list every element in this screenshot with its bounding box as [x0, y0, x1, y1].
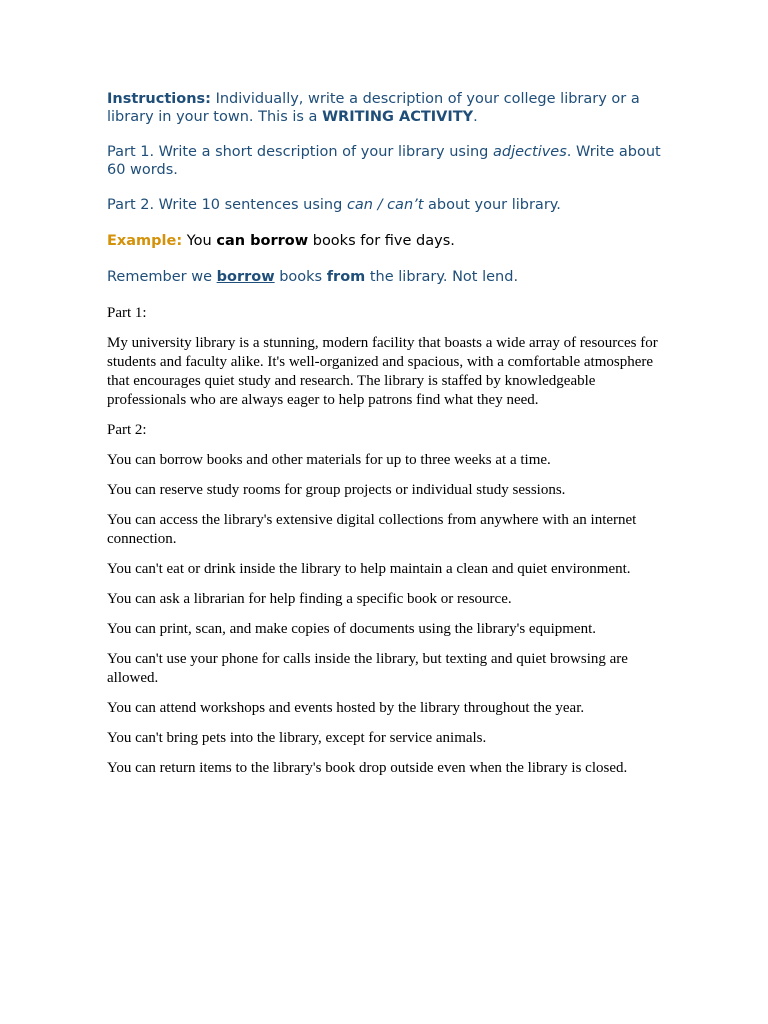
borrow-underlined: borrow: [216, 269, 275, 285]
sentence: You can ask a librarian for help finding a specific book or resource.: [107, 591, 512, 607]
sentence: You can reserve study rooms for group projects or individual study sessions.: [107, 482, 566, 498]
part2-instruction: [107, 196, 667, 214]
remember-paragraph: [107, 268, 667, 286]
instructions-end: .: [473, 109, 478, 125]
sentence: You can print, scan, and make copies of documents using the library's equipment.: [107, 621, 596, 637]
part1-instruction-end: . Write about 60 words.: [107, 144, 661, 178]
sentence: You can't eat or drink inside the library to help maintain a clean and quiet environment.: [107, 561, 631, 577]
remember-end: the library. Not lend.: [365, 269, 519, 285]
writing-activity-emphasis: WRITING ACTIVITY: [322, 109, 474, 125]
example-end: books for five days.: [308, 233, 455, 249]
remember-middle: books: [274, 269, 327, 285]
sentence: You can access the library's extensive digital collections from anywhere with an internet connection.: [107, 512, 637, 547]
from-bold: from: [326, 269, 366, 285]
student-answer: [107, 304, 667, 778]
example-bold: can borrow: [216, 233, 309, 249]
sentence: You can't use your phone for calls inside the library, but texting and quiet browsing are allowed.: [107, 651, 628, 686]
sentence: You can attend workshops and events hosted by the library throughout the year.: [107, 700, 585, 716]
document-page: [107, 90, 667, 789]
part2-heading: Part 2:: [107, 422, 147, 438]
instructions-label: Instructions:: [107, 91, 211, 107]
sentence: You can borrow books and other materials for up to three weeks at a time.: [107, 452, 551, 468]
example-text: You: [182, 233, 217, 249]
adjectives-italic: adjectives: [493, 144, 567, 160]
assignment-instructions: [107, 90, 667, 286]
part1-instruction: [107, 143, 667, 179]
instructions-paragraph: [107, 90, 667, 126]
part1-heading: Part 1:: [107, 305, 147, 321]
part1-paragraph: My university library is a stunning, modern facility that boasts a wide array of resources for students and faculty alike. It's well-organized and spacious, with a comfortable atmosphere that encourages quiet study and research. The library is staffed by knowledgeable professionals who are always eager to help patrons find what they need.: [107, 335, 658, 408]
example-paragraph: [107, 232, 667, 250]
sentence: You can return items to the library's book drop outside even when the library is closed.: [107, 760, 628, 776]
example-label: Example:: [107, 233, 183, 249]
instructions-text: Individually, write a description of your college library or a library in your town. This is a: [107, 91, 640, 125]
remember-text: Remember we: [107, 269, 217, 285]
part1-instruction-text: Part 1. Write a short description of your library using: [107, 144, 493, 160]
part2-instruction-end: about your library.: [423, 197, 561, 213]
sentence: You can't bring pets into the library, except for service animals.: [107, 730, 487, 746]
can-cant-italic: can / can’t: [346, 197, 424, 213]
part2-instruction-text: Part 2. Write 10 sentences using: [107, 197, 347, 213]
